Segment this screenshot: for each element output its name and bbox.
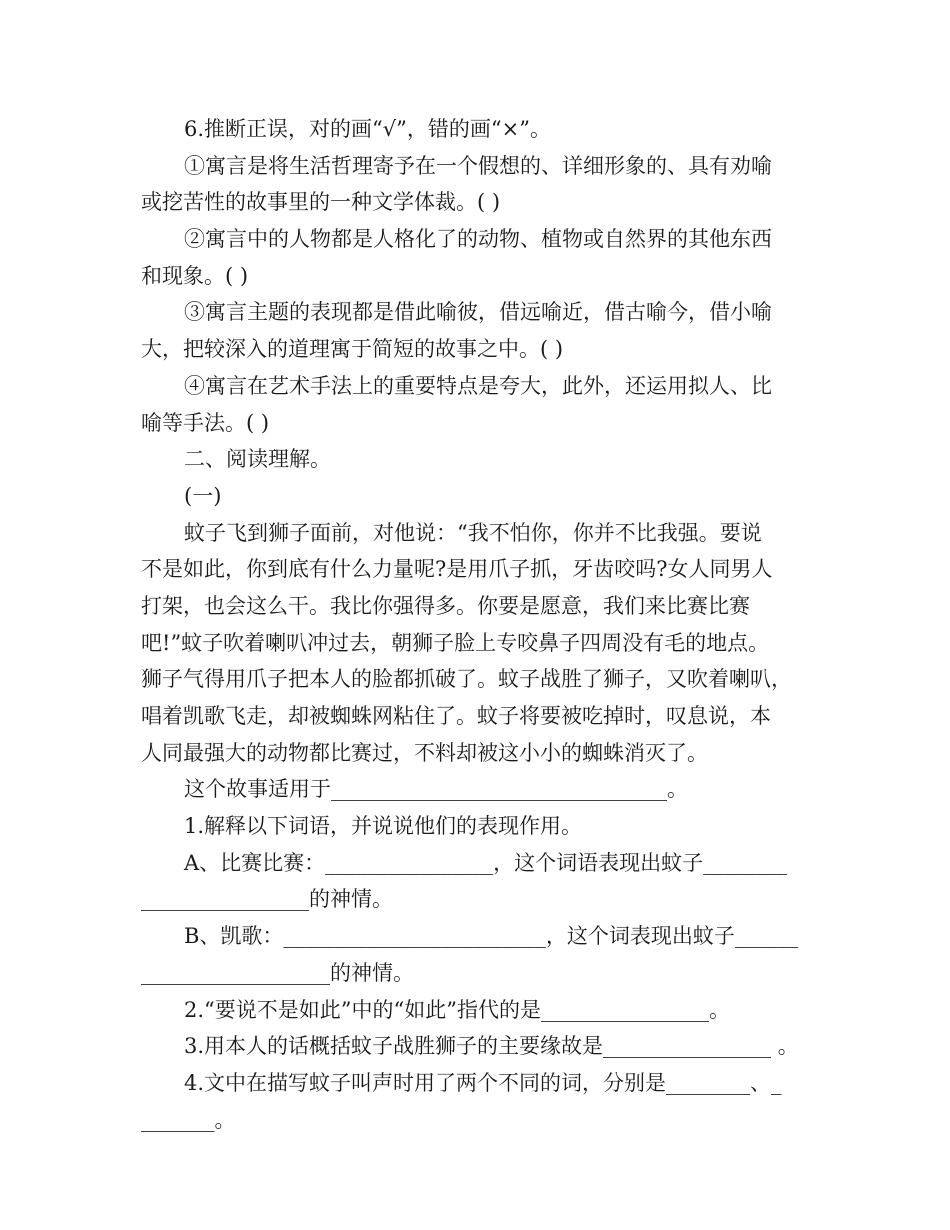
passage-line-4: 吧!”蚊子吹着喇叭冲过去，朝狮子脸上专咬鼻子四周没有毛的地点。 <box>141 630 770 655</box>
statement-2-line-1: ②寓言中的人物都是人格化了的动物、植物或自然界的其他东西 <box>184 227 772 252</box>
question-1: 1.解释以下词语，并说说他们的表现作用。 <box>184 814 583 839</box>
question-1b-line-1: B、凯歌：_________________________，这个词表现出蚊子______ <box>184 924 798 949</box>
question-4-line-1: 4.文中在描写蚊子叫声时用了两个不同的词，分别是________、_ <box>184 1070 782 1095</box>
question-2: 2.“要说不是如此”中的“如此”指代的是________________。 <box>184 997 730 1022</box>
statement-4-line-2: 喻等手法。( ) <box>141 410 270 435</box>
passage-line-3: 打架，也会这么干。我比你强得多。你要是愿意，我们来比赛比赛 <box>141 593 750 618</box>
statement-2-line-2: 和现象。( ) <box>141 263 249 288</box>
passage-line-7: 人同最强大的动物都比赛过，不料却被这小小的蜘蛛消灭了。 <box>141 740 708 765</box>
question-6-heading: 6.推断正误，对的画“√”，错的画“×”。 <box>184 117 551 141</box>
passage-line-1: 蚊子飞到狮子面前，对他说：“我不怕你，你并不比我强。要说 <box>184 520 762 545</box>
question-4-line-2: _______。 <box>141 1107 236 1132</box>
question-3: 3.用本人的话概括蚊子战胜狮子的主要缘故是________________ 。 <box>184 1034 799 1059</box>
passage-line-6: 唱着凯歌飞走，却被蜘蛛网粘住了。蚊子将要被吃掉时，叹息说，本 <box>141 704 771 728</box>
statement-1-line-1: ①寓言是将生活哲理寄予在一个假想的、详细形象的、具有劝喻 <box>184 153 772 178</box>
document-page <box>141 111 813 1138</box>
passage-line-2: 不是如此，你到底有什么力量呢?是用爪子抓，牙齿咬吗?女人同男人 <box>141 557 773 582</box>
statement-3-line-2: 大，把较深入的道理寓于简短的故事之中。( ) <box>141 337 564 362</box>
section-2-heading: 二、阅读理解。 <box>184 447 331 472</box>
statement-3-line-1: ③寓言主题的表现都是借此喻彼，借远喻近，借古喻今，借小喻 <box>184 300 772 325</box>
question-1b-line-2: __________________的神情。 <box>141 960 414 985</box>
statement-1-line-2: 或挖苦性的故事里的一种文学体裁。( ) <box>141 190 501 215</box>
story-applies-question: 这个故事适用于________________________________。 <box>184 777 688 802</box>
passage-1-heading: (一) <box>184 483 222 508</box>
statement-4-line-1: ④寓言在艺术手法上的重要特点是夸大，此外，还运用拟人、比 <box>184 373 772 398</box>
passage-line-5: 狮子气得用爪子把本人的脸都抓破了。蚊子战胜了狮子，又吹着喇叭， <box>141 667 792 692</box>
question-1a-line-2: ________________的神情。 <box>141 887 393 912</box>
question-1a-line-1: A、比赛比赛：________________，这个词语表现出蚊子________ <box>184 850 788 875</box>
